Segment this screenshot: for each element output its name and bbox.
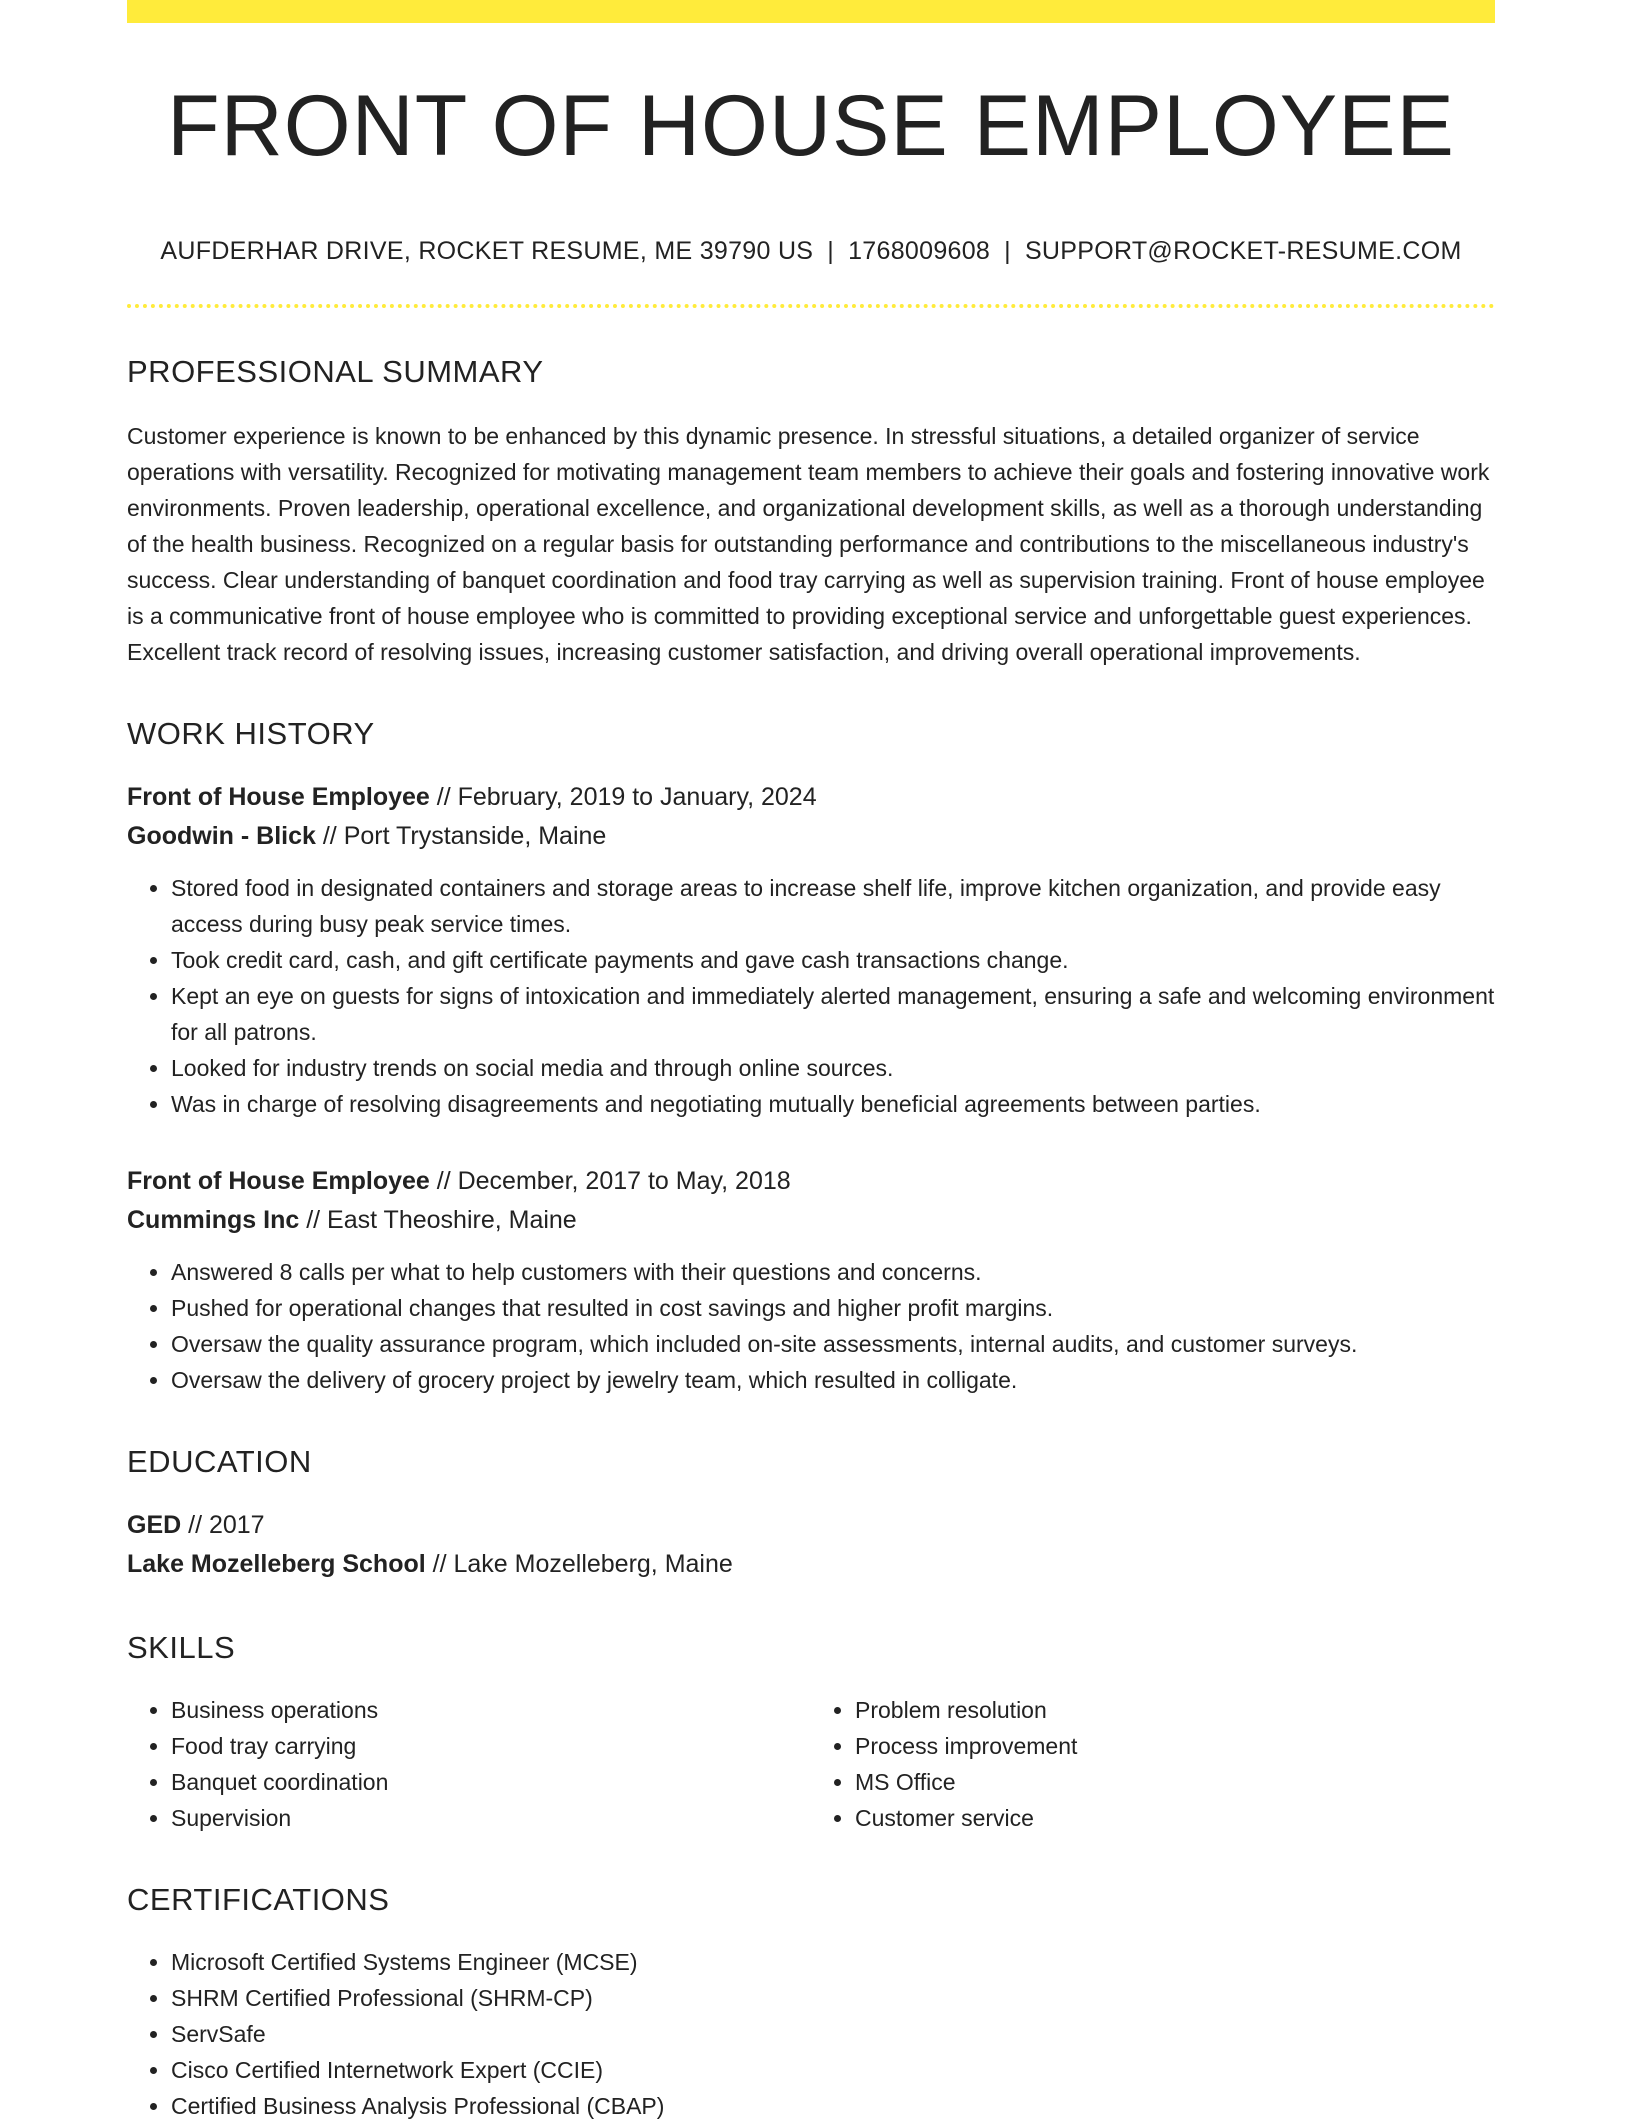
skills-column-left	[127, 1692, 811, 1836]
job-company: Cummings Inc	[127, 1206, 300, 1234]
skill-item: • Customer service	[855, 1800, 1495, 1836]
skills-column-right	[811, 1692, 1495, 1836]
skills-heading: SKILLS	[127, 1630, 236, 1665]
job-location: // Port Trystanside, Maine	[315, 822, 607, 850]
contact-email: SUPPORT@ROCKET-RESUME.COM	[1024, 237, 1462, 265]
job-bullet: • Stored food in designated containers and storage areas to increase shelf life, improve kitchen organization, and provide easy access during busy peak service times.	[171, 870, 1495, 942]
contact-phone: 1768009608	[848, 237, 991, 265]
certification-item: • Certified Business Analysis Professional (CBAP)	[171, 2088, 1495, 2124]
education-year: // 2017	[181, 1511, 265, 1539]
job-company: Goodwin - Blick	[127, 822, 316, 850]
job-entry	[127, 1162, 1495, 1398]
job-title-line	[127, 1162, 1495, 1201]
education-school: Lake Mozelleberg School	[127, 1550, 426, 1578]
job-title: Front of House Employee	[127, 783, 430, 811]
skill-item: • Supervision	[171, 1800, 811, 1836]
job-entry	[127, 778, 1495, 1122]
skill-item: • Process improvement	[855, 1728, 1495, 1764]
education-location: // Lake Mozelleberg, Maine	[425, 1550, 733, 1578]
job-bullets	[127, 1254, 1495, 1398]
contact-address: AUFDERHAR DRIVE, ROCKET RESUME, ME 39790 US	[160, 237, 814, 265]
skill-item: • Problem resolution	[855, 1692, 1495, 1728]
certification-item: • Microsoft Certified Systems Engineer (MCSE)	[171, 1944, 1495, 1980]
certification-item: • SHRM Certified Professional (SHRM-CP)	[171, 1980, 1495, 2016]
resume-name: FRONT OF HOUSE EMPLOYEE	[167, 78, 1455, 174]
certification-item: • Cisco Certified Internetwork Expert (CCIE)	[171, 2052, 1495, 2088]
skills-list	[127, 1692, 1495, 1836]
education-school-line	[127, 1545, 1495, 1584]
job-company-line	[127, 817, 1495, 856]
job-dates: // December, 2017 to May, 2018	[429, 1167, 791, 1195]
skill-item: • Banquet coordination	[171, 1764, 811, 1800]
summary-text: Customer experience is known to be enhanced by this dynamic presence. In stressful situations, a detailed organizer of service operations with versatility. Recognized for motivating management team members to achieve their goals and fostering innovative work environments. Proven leadership, operational excellence, and organizational development skills, as well as a thorough understanding of the health business. Recognized on a regular basis for outstanding performance and contributions to the miscellaneous industry's success. Clear understanding of banquet coordination and food tray carrying as well as supervision training. Front of house employee is a communicative front of house employee who is committed to providing exceptional service and unforgettable guest experiences. Excellent track record of resolving issues, increasing customer satisfaction, and driving overall operational improvements.	[127, 423, 1490, 665]
job-bullets	[127, 870, 1495, 1122]
job-bullet: • Pushed for operational changes that resulted in cost savings and higher profit margins.	[171, 1290, 1495, 1326]
job-title-line	[127, 778, 1495, 817]
job-location: // East Theoshire, Maine	[299, 1206, 577, 1234]
dotted-divider	[127, 304, 1495, 308]
job-bullet: • Was in charge of resolving disagreements and negotiating mutually beneficial agreements between parties.	[171, 1086, 1495, 1122]
work-history-heading: WORK HISTORY	[127, 716, 375, 751]
contact-separator: |	[1004, 237, 1011, 265]
job-bullet: • Kept an eye on guests for signs of intoxication and immediately alerted management, ensuring a safe and welcoming environment for all patrons.	[171, 978, 1495, 1050]
certifications-heading: CERTIFICATIONS	[127, 1882, 390, 1917]
job-bullet: • Took credit card, cash, and gift certificate payments and gave cash transactions change.	[171, 942, 1495, 978]
education-heading: EDUCATION	[127, 1444, 312, 1479]
certifications-list	[127, 1944, 1495, 2124]
job-bullet: • Oversaw the delivery of grocery project by jewelry team, which resulted in colligate.	[171, 1362, 1495, 1398]
contact-separator: |	[827, 237, 835, 265]
skill-item: • Business operations	[171, 1692, 811, 1728]
education-degree: GED	[127, 1511, 182, 1539]
resume-page	[127, 0, 1495, 2124]
skill-item: • MS Office	[855, 1764, 1495, 1800]
skill-item: • Food tray carrying	[171, 1728, 811, 1764]
education-entry	[127, 1506, 1495, 1584]
job-title: Front of House Employee	[127, 1167, 430, 1195]
contact-line	[127, 237, 1495, 266]
education-degree-line	[127, 1506, 1495, 1545]
summary-heading: PROFESSIONAL SUMMARY	[127, 354, 544, 389]
certification-item: • ServSafe	[171, 2016, 1495, 2052]
job-dates: // February, 2019 to January, 2024	[429, 783, 817, 811]
job-bullet: • Oversaw the quality assurance program, which included on-site assessments, internal audits, and customer surveys.	[171, 1326, 1495, 1362]
top-accent-bar	[127, 0, 1495, 23]
job-company-line	[127, 1201, 1495, 1240]
job-bullet: • Looked for industry trends on social media and through online sources.	[171, 1050, 1495, 1086]
job-bullet: • Answered 8 calls per what to help customers with their questions and concerns.	[171, 1254, 1495, 1290]
